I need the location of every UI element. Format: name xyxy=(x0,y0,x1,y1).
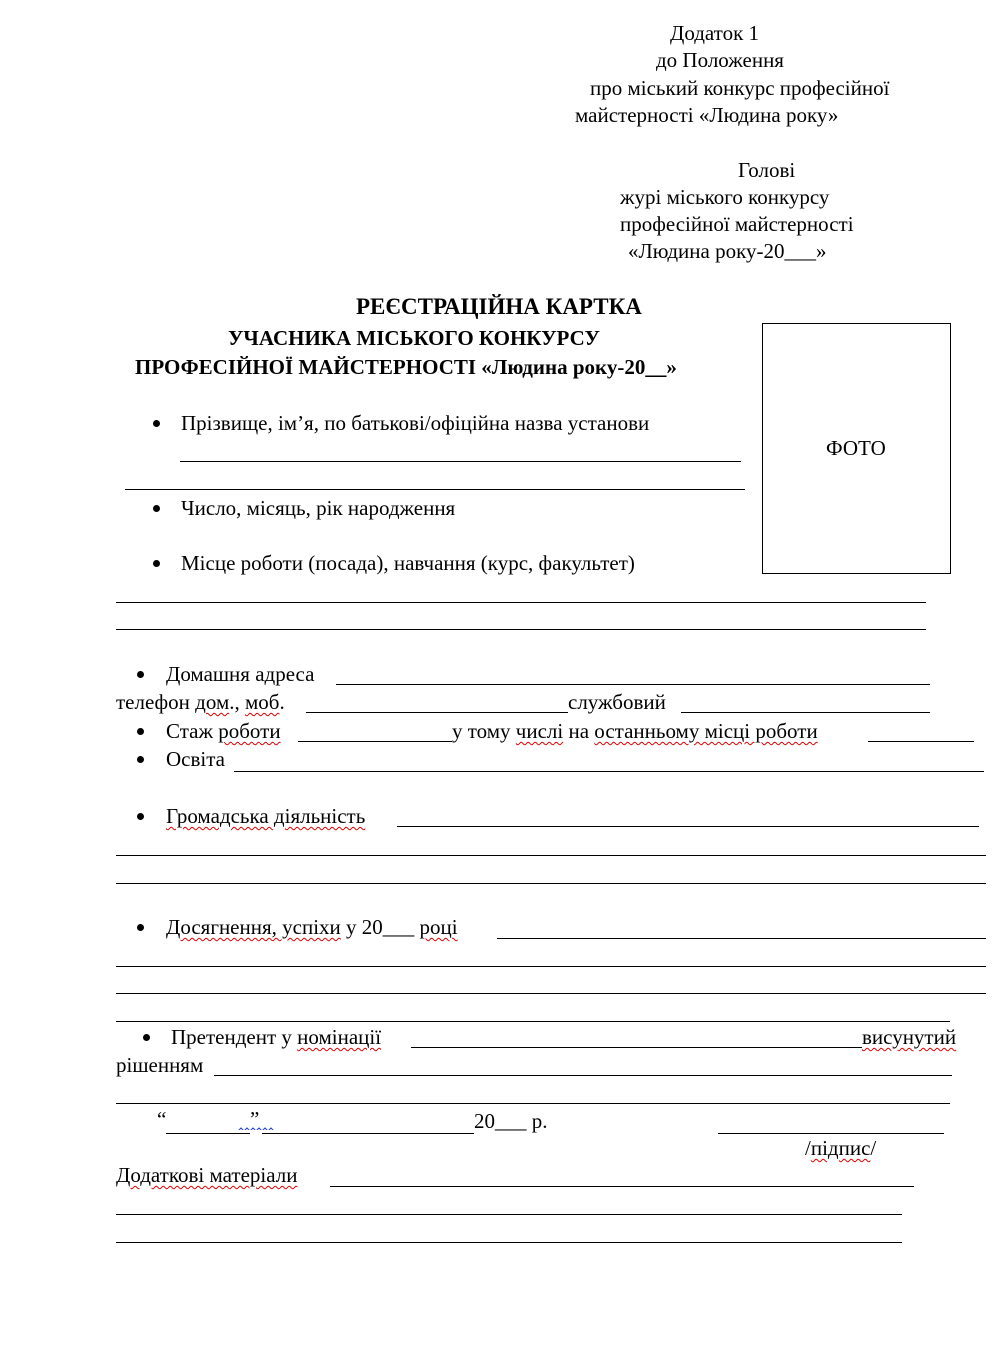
nominee-label xyxy=(171,1027,381,1048)
nominee-c: висунутий xyxy=(862,1025,957,1049)
additional-materials-label: Додаткові матеріали xyxy=(116,1163,298,1187)
signature-slash-1: / xyxy=(805,1136,811,1160)
signature-slash-2: / xyxy=(870,1136,877,1160)
nominee-a: Претендент у xyxy=(171,1025,292,1049)
experience-last-input-line[interactable] xyxy=(868,741,974,742)
annex-line-3: про міський конкурс професійної xyxy=(590,76,890,100)
workplace-label: Місце роботи (посада), навчання (курс, факультет) xyxy=(181,551,635,575)
phone-dot-1: ., xyxy=(229,690,240,714)
annex-line-4: майстерності «Людина року» xyxy=(575,103,839,127)
date-year-label: 20___ р. xyxy=(474,1109,548,1133)
phone-prefix: телефон xyxy=(116,690,190,714)
bullet xyxy=(137,671,144,678)
experience-d: числі xyxy=(515,719,564,743)
achievements-c: році xyxy=(419,915,458,939)
education-label: Освіта xyxy=(166,747,225,771)
phone-dom: дом xyxy=(195,690,230,714)
bullet xyxy=(137,728,144,735)
experience-last-label xyxy=(452,721,818,742)
date-month-input-line[interactable] xyxy=(262,1133,474,1134)
name-label: Прізвище, ім’я, по батькові/офіційна назва установи xyxy=(181,411,650,435)
decision-input-line[interactable] xyxy=(214,1075,952,1076)
phone-work-label: службовий xyxy=(568,690,666,714)
card-title: РЕЄСТРАЦІЙНА КАРТКА xyxy=(356,294,642,319)
nomination-input-line[interactable] xyxy=(411,1047,862,1048)
phone-mobile-input-line[interactable] xyxy=(306,712,568,713)
bullet xyxy=(153,560,160,567)
birth-label: Число, місяць, рік народження xyxy=(181,496,456,520)
experience-c: у тому xyxy=(452,719,511,743)
home-address-input-line[interactable] xyxy=(336,684,930,685)
signature-label xyxy=(805,1138,876,1159)
achievements-label xyxy=(166,917,458,938)
additional-input-line-3[interactable] xyxy=(116,1242,902,1243)
name-input-line[interactable] xyxy=(180,461,741,462)
achievements-a: Досягнення, успіхи xyxy=(166,915,341,939)
public-activity-input-line[interactable] xyxy=(397,826,979,827)
annex-line-2: до Положення xyxy=(656,48,784,72)
phone-mob: моб xyxy=(244,690,280,714)
experience-f: останньому місці роботи xyxy=(594,719,818,743)
decision-input-line-2[interactable] xyxy=(116,1103,950,1104)
public-activity-label: Громадська діяльність xyxy=(166,804,366,828)
addressee-line-2: журі міського конкурсу xyxy=(620,185,830,209)
addressee-line-1: Голові xyxy=(738,158,796,182)
bullet xyxy=(143,1034,150,1041)
phone-label xyxy=(116,692,285,713)
phone-work-input-line[interactable] xyxy=(681,712,930,713)
home-address-label: Домашня адреса xyxy=(166,662,315,686)
phone-dot-2: . xyxy=(279,690,285,714)
education-input-line[interactable] xyxy=(234,771,984,772)
achievements-input-line-3[interactable] xyxy=(116,993,986,994)
additional-input-line[interactable] xyxy=(330,1186,914,1187)
addressee-line-3: професійної майстерності xyxy=(620,212,854,236)
achievements-input-line-4[interactable] xyxy=(116,1021,950,1022)
addressee-line-4: «Людина року-20___» xyxy=(628,239,827,263)
public-activity-input-line-2[interactable] xyxy=(116,855,986,856)
annex-line-1: Додаток 1 xyxy=(670,21,760,45)
achievements-input-line[interactable] xyxy=(497,938,986,939)
name-input-line-2[interactable] xyxy=(125,489,745,490)
bullet xyxy=(137,756,144,763)
nominee-b: номінації xyxy=(297,1025,382,1049)
experience-b: роботи xyxy=(218,719,281,743)
card-subtitle-2: ПРОФЕСІЙНОЇ МАЙСТЕРНОСТІ «Людина року-20__» xyxy=(135,355,677,379)
decision-label: рішенням xyxy=(116,1053,204,1077)
experience-label xyxy=(166,721,281,742)
experience-input-line[interactable] xyxy=(298,741,452,742)
date-spellmark xyxy=(238,1116,276,1130)
experience-e: на xyxy=(568,719,590,743)
card-subtitle-1: УЧАСНИКА МІСЬКОГО КОНКУРСУ xyxy=(228,326,600,350)
signature-input-line[interactable] xyxy=(718,1133,944,1134)
achievements-b: у 20___ xyxy=(346,915,415,939)
spellmark-icon xyxy=(238,1119,276,1130)
workplace-input-line-2[interactable] xyxy=(116,629,926,630)
date-quote-close: ” xyxy=(250,1107,260,1131)
workplace-input-line-1[interactable] xyxy=(116,602,926,603)
signature-word: підпис xyxy=(810,1136,871,1160)
date-quote-open: “ xyxy=(157,1107,167,1131)
bullet xyxy=(137,813,144,820)
bullet xyxy=(153,505,160,512)
bullet xyxy=(153,420,160,427)
experience-a: Стаж xyxy=(166,719,213,743)
date-day-input-line[interactable] xyxy=(166,1133,250,1134)
photo-label: ФОТО xyxy=(826,436,886,460)
additional-input-line-2[interactable] xyxy=(116,1214,902,1215)
achievements-input-line-2[interactable] xyxy=(116,966,986,967)
public-activity-input-line-3[interactable] xyxy=(116,883,986,884)
bullet xyxy=(137,924,144,931)
